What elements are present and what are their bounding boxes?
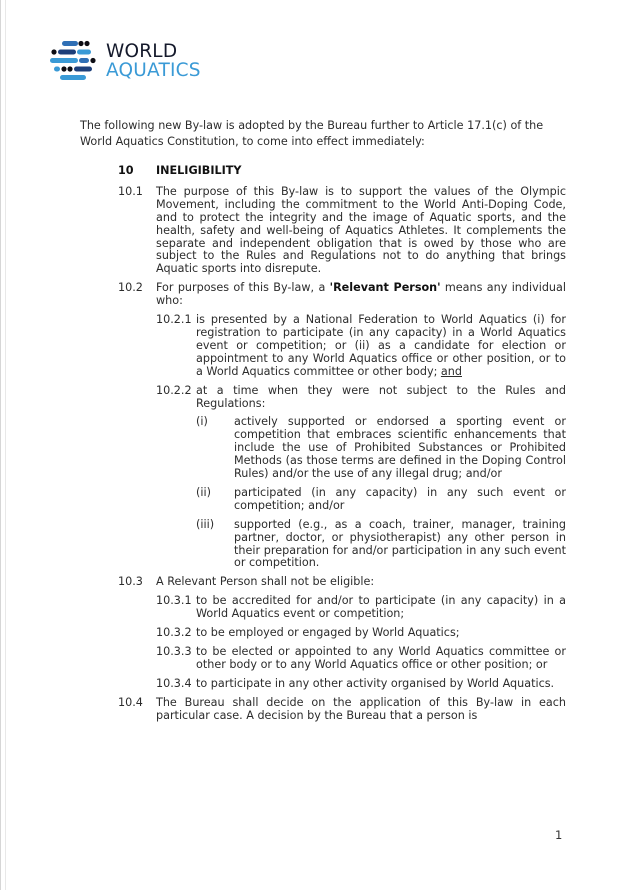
clause-number: 10.1 [118,184,143,198]
clause-text-before: For purposes of this By-law, a [156,281,330,295]
clause-10-3-3 [156,646,566,672]
list-item-ii [196,487,566,513]
subclause-number: 10.2.2 [156,383,192,397]
underlined-and: and [440,364,462,378]
subclause-text: to be elected or appointed to any World Aquatics committee or other body or to any World Aquatics office or other position; or [196,645,566,671]
clause-text-after: means any individual who: [156,281,566,308]
bylaw-document [118,165,566,729]
page-edge [0,0,6,890]
clause-10-4 [118,697,566,723]
section-title: INELIGIBILITY [156,164,242,177]
item-text: participated (in any capacity) in any such event or competition; and/or [234,485,566,512]
item-text: actively supported or endorsed a sporting event or competition that embraces scientific enhancements that include the use of Prohibited Substances or Prohibited Methods (as those terms are defined in the Doping Control Rules) and/or the use of any illegal drug; and/or [234,415,566,481]
section-heading [118,165,566,178]
intro-paragraph: The following new By-law is adopted by the Bureau further to Article 17.1(c) of the World Aquatics Constitution, to come into effect immediately: [80,119,544,148]
clause-10-3 [118,576,566,589]
clause-number: 10.3 [118,575,143,589]
clause-text [156,282,566,308]
page-number: 1 [555,828,563,842]
item-number: (i) [196,415,208,429]
clause-text: The Bureau shall decide on the application of this By-law in each particular case. A decision by the Bureau that a person is [156,695,566,722]
clause-10-2-2 [156,385,566,411]
clause-10-3-1 [156,595,566,621]
clause-number: 10.4 [118,695,143,709]
subclause-text: to be employed or engaged by World Aquatics; [196,626,460,640]
clause-number: 10.2 [118,281,143,295]
clause-10-2-1 [156,314,566,379]
clause-10-2 [118,282,566,308]
subclause-text: to be accredited for and/or to participate (in any capacity) in a World Aquatics event or competition; [196,594,566,621]
subclause-text: to participate in any other activity organised by World Aquatics. [196,676,555,690]
world-aquatics-logo [50,38,201,84]
defined-term: 'Relevant Person' [329,281,441,295]
clause-10-3-4 [156,678,566,691]
world-aquatics-logo-icon [50,39,100,83]
item-text: supported (e.g., as a coach, trainer, manager, training partner, doctor, or physiotherapist) any other person in their preparation for and/or participation in any such event or competition. [234,517,566,570]
logo-text-world: WORLD [106,41,178,62]
list-item-iii [196,519,566,571]
list-item-i [196,416,566,481]
subclause-text [196,314,566,379]
subclause-number: 10.3.1 [156,594,192,608]
clause-10-1 [118,186,566,276]
clause-text: The purpose of this By-law is to support the values of the Olympic Movement, including the commitment to the World Anti-Doping Code, and to protect the integrity and the image of Aquatic sports, and the health, safety and well-being of Aquatics Athletes. It complements the separate and independent obligation that is owed by those who are subject to the Rules and Regulations not to do anything that brings Aquatic sports into disrepute. [156,184,566,276]
item-number: (ii) [196,485,211,499]
subclause-text: at a time when they were not subject to the Rules and Regulations: [196,383,566,410]
clause-text: A Relevant Person shall not be eligible: [156,575,375,589]
subclause-text-body: is presented by a National Federation to World Aquatics (i) for registration to participate (in any capacity) in a World Aquatics event or competition; or (ii) as a candidate for election or appointment to any World Aquatics office or other position, or to a World Aquatics committee or other body; [196,313,566,378]
section-number: 10 [118,164,134,177]
subclause-number: 10.3.2 [156,626,192,640]
subclause-number: 10.2.1 [156,313,192,327]
clause-10-3-2 [156,627,566,640]
subclause-number: 10.3.4 [156,676,192,690]
logo-text-aquatics: AQUATICS [106,60,201,81]
item-number: (iii) [196,517,215,531]
subclause-number: 10.3.3 [156,645,192,658]
